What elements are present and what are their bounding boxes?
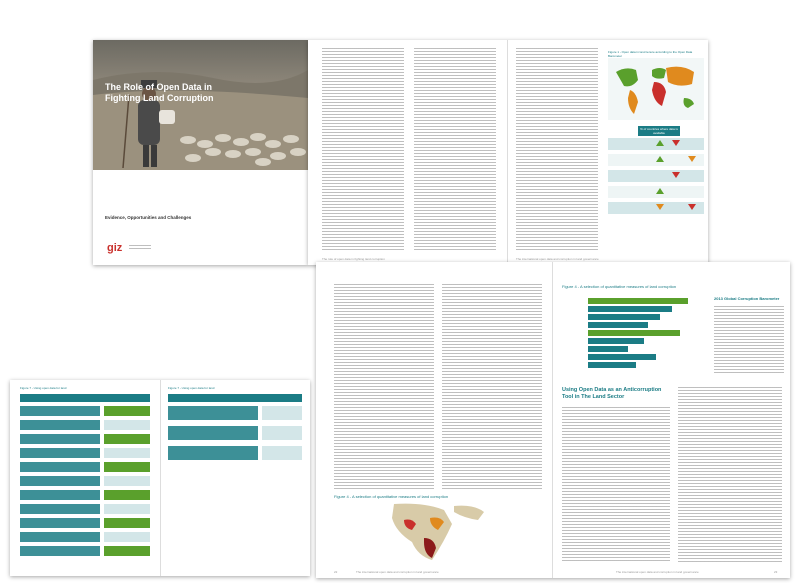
- figure4-caption: Figure 4 - A selection of quantitative measures of land corruption: [334, 494, 449, 499]
- world-map: [608, 58, 704, 120]
- text-column-1: [322, 48, 404, 250]
- flowchart-spread: [10, 380, 310, 576]
- barometer-title: 2013 Global Corruption Barometer: [714, 296, 780, 301]
- africa-map: [334, 502, 544, 564]
- bottom-spread: [316, 262, 790, 578]
- chart-header: % of countries where data is available: [638, 126, 680, 136]
- page-number-left: 22: [334, 570, 338, 574]
- cover-photo: [93, 40, 308, 170]
- section-heading: Using Open Data as an Anticorruption Tool in The Land Sector: [562, 387, 662, 400]
- availability-table: [608, 138, 704, 228]
- text-column-b: [442, 284, 542, 489]
- footer-right-bottom: The international open data and corruption in land governance: [616, 570, 699, 574]
- text-column-3: [516, 48, 598, 250]
- flowchart-diagram: [10, 380, 310, 576]
- cover-page: [93, 40, 308, 265]
- text-column-d: [678, 387, 782, 562]
- shepherd-illustration: [93, 40, 308, 170]
- giz-logo-text: [129, 245, 151, 251]
- cover-title: The Role of Open Data in Fighting Land Corruption: [105, 82, 214, 103]
- footer-left: The role of open data in fighting land corruption: [322, 257, 385, 261]
- giz-logo: giz: [107, 242, 123, 254]
- barometer-notes: [714, 306, 784, 374]
- top-spread: [308, 40, 708, 265]
- flowchart-caption-left: Figure 7 - Using open data for land: [20, 386, 67, 390]
- text-column-c: [562, 407, 670, 562]
- text-column-a: [334, 284, 434, 489]
- page-number-right: 23: [774, 570, 778, 574]
- flowchart-caption-right: Figure 7 - Using open data for land: [168, 386, 215, 390]
- gutter: [507, 40, 508, 265]
- footer-left-bottom: The international open data and corruption in land governance: [356, 570, 439, 574]
- cover-subtitle: Evidence, Opportunities and Challenges: [105, 215, 192, 220]
- text-column-2: [414, 48, 496, 250]
- figure-right-caption: Figure 4 - A selection of quantitative measures of land corruption: [562, 284, 677, 289]
- footer-right: The international open data and corruption in land governance: [516, 257, 599, 261]
- bar-chart: [562, 294, 707, 379]
- gutter: [552, 262, 553, 578]
- figure-caption: Figure 1 - Open data in land tenure according to the Open Data Barometer: [608, 50, 693, 58]
